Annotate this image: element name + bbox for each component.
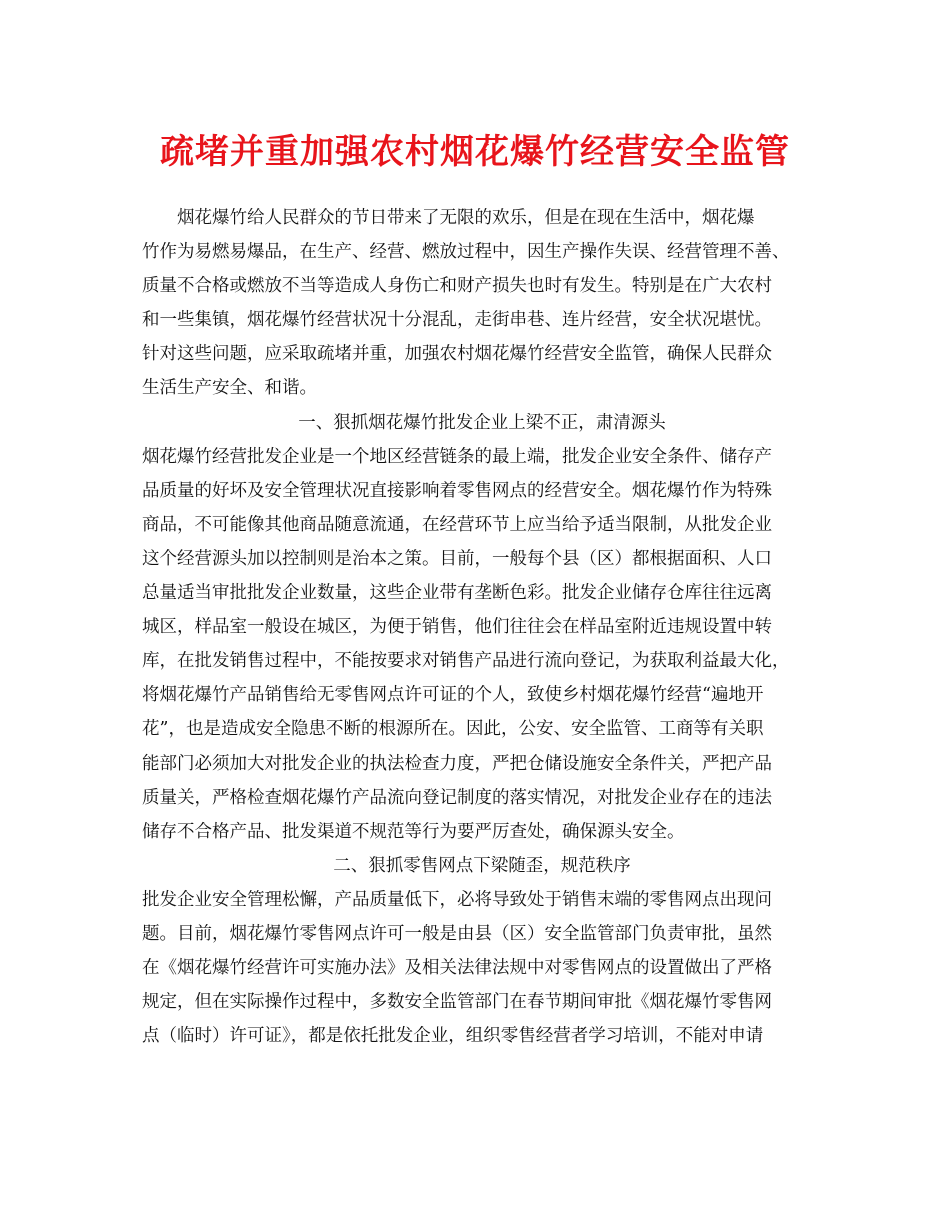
body-text-line: 库，在批发销售过程中，不能按要求对销售产品进行流向登记，为获取利益最大化， (142, 651, 790, 672)
body-text-line: 能部门必须加大对批发企业的执法检查力度，严把仓储设施安全条件关，严把产品 (142, 753, 772, 774)
body-text-line: 竹作为易燃易爆品，在生产、经营、燃放过程中，因生产操作失误、经营管理不善、 (142, 242, 790, 263)
body-text-line: 这个经营源头加以控制则是治本之策。目前，一般每个县（区）都根据面积、人口 (142, 548, 772, 569)
body-text-line: 针对这些问题，应采取疏堵并重，加强农村烟花爆竹经营安全监管，确保人民群众 (142, 344, 772, 365)
section-heading: 二、狠抓零售网点下梁随歪，规范秩序 (333, 855, 631, 876)
body-text-line: 烟花爆竹经营批发企业是一个地区经营链条的最上端，批发企业安全条件、储存产 (142, 446, 772, 467)
body-text-line: 将烟花爆竹产品销售给无零售网点许可证的个人，致使乡村烟花爆竹经营“遍地开 (142, 685, 764, 706)
body-text-line: 质量关，严格检查烟花爆竹产品流向登记制度的落实情况，对批发企业存在的违法 (142, 787, 772, 808)
body-text-line: 批发企业安全管理松懈，产品质量低下，必将导致处于销售末端的零售网点出现问 (142, 889, 772, 910)
body-text-line: 质量不合格或燃放不当等造成人身伤亡和财产损失也时有发生。特别是在广大农村 (142, 276, 772, 297)
body-text-line: 烟花爆竹给人民群众的节日带来了无限的欢乐，但是在现在生活中，烟花爆 (142, 208, 755, 228)
body-text-line: 规定，但在实际操作过程中，多数安全监管部门在春节期间审批《烟花爆竹零售网 (142, 992, 772, 1013)
body-text-line: 品质量的好坏及安全管理状况直接影响着零售网点的经营安全。烟花爆竹作为特殊 (142, 480, 772, 501)
body-text-line: 题。目前，烟花爆竹零售网点许可一般是由县（区）安全监管部门负责审批，虽然 (142, 923, 772, 944)
body-text-line: 商品，不可能像其他商品随意流通，在经营环节上应当给予适当限制，从批发企业 (142, 514, 772, 535)
body-text-line: 在《烟花爆竹经营许可实施办法》及相关法律法规中对零售网点的设置做出了严格 (142, 958, 772, 979)
document-body (142, 201, 822, 1053)
body-text-line: 和一些集镇，烟花爆竹经营状况十分混乱，走街串巷、连片经营，安全状况堪忧。 (142, 310, 772, 331)
body-text-line: 生活生产安全、和谐。 (142, 378, 317, 399)
document-title: 疏堵并重加强农村烟花爆竹经营安全监管 (160, 132, 790, 172)
body-text-line: 城区，样品室一般设在城区，为便于销售，他们往往会在样品室附近违规设置中转 (142, 617, 772, 638)
body-text-line: 花”，也是造成安全隐患不断的根源所在。因此，公安、安全监管、工商等有关职 (142, 719, 764, 740)
body-text-line: 点（临时）许可证》，都是依托批发企业，组织零售经营者学习培训，不能对申请 (142, 1026, 764, 1047)
section-heading: 一、狠抓烟花爆竹批发企业上梁不正，肃清源头 (298, 412, 666, 433)
body-text-line: 储存不合格产品、批发渠道不规范等行为要严厉查处，确保源头安全。 (142, 821, 685, 842)
body-text-line: 总量适当审批批发企业数量，这些企业带有垄断色彩。批发企业储存仓库往往远离 (142, 583, 772, 604)
